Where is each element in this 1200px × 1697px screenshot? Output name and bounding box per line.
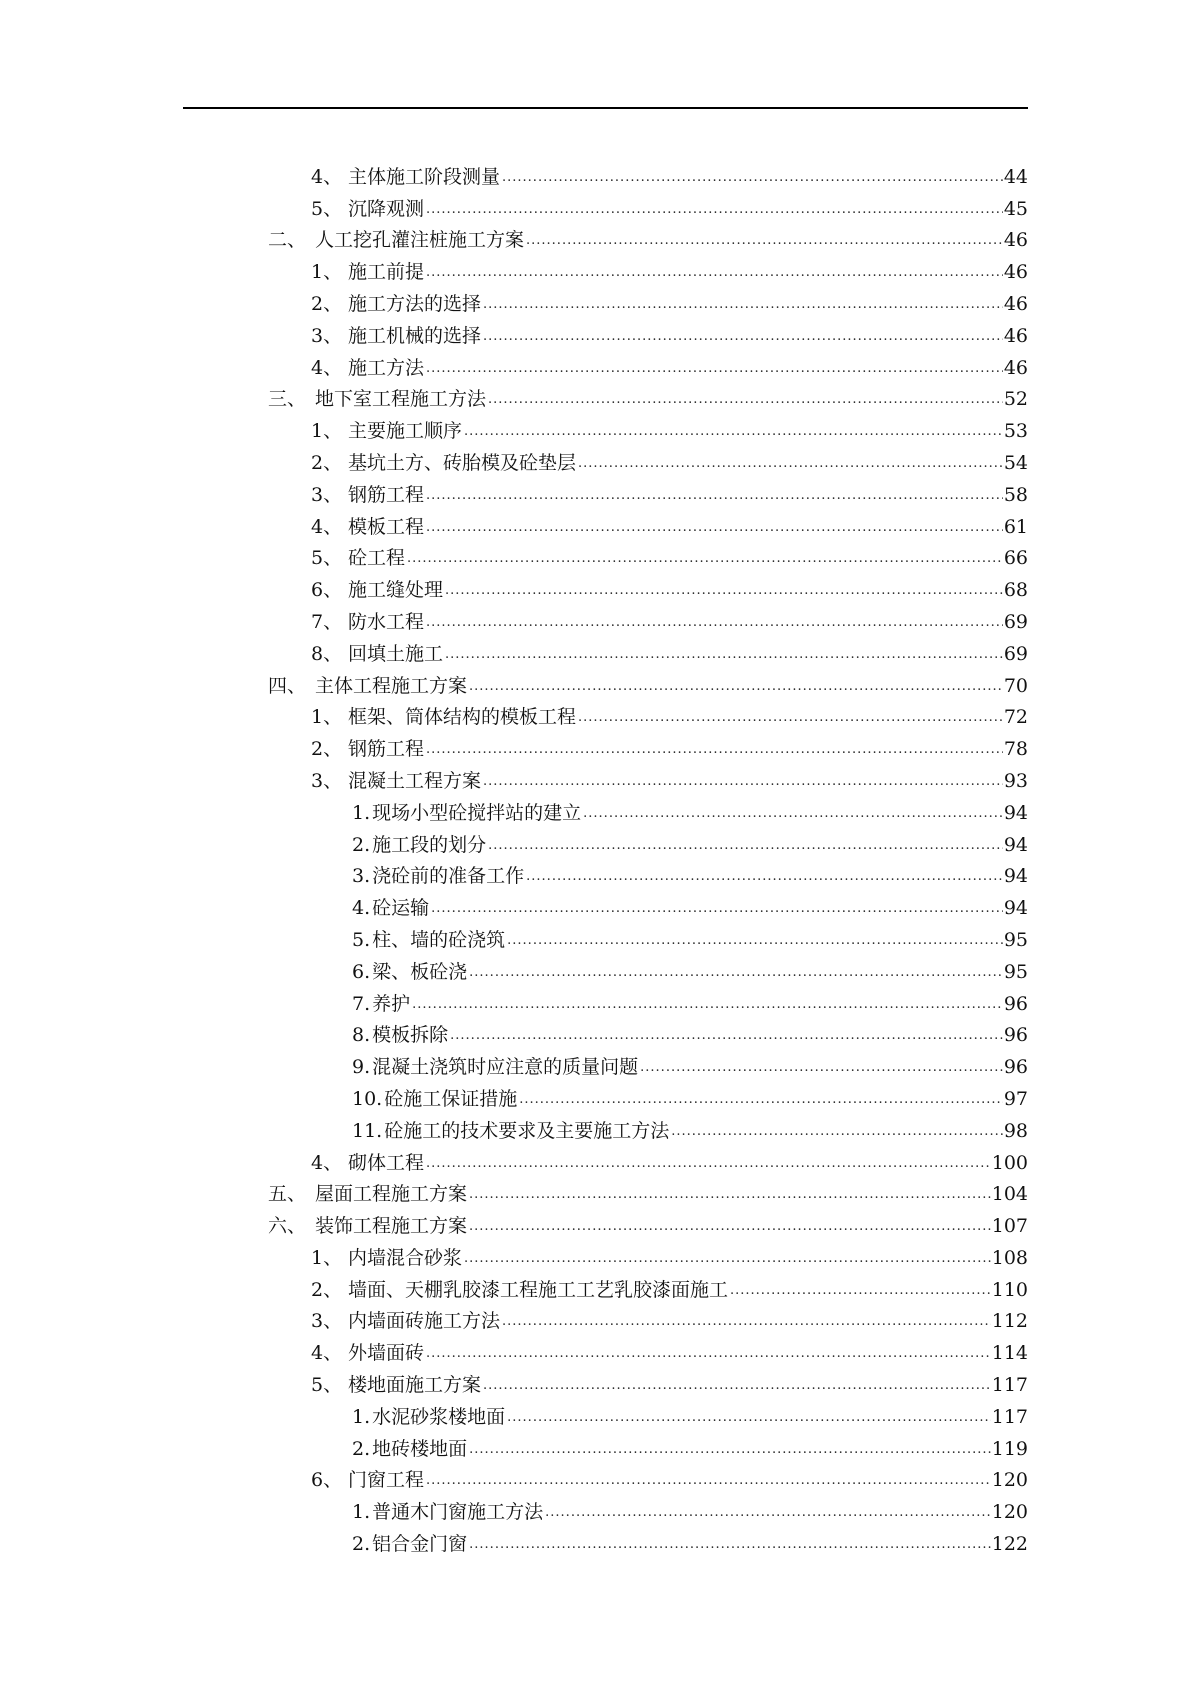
toc-entry-title: 门窗工程 xyxy=(348,1469,425,1492)
toc-entry-title: 防水工程 xyxy=(348,610,425,633)
dot-leader xyxy=(426,265,1003,281)
toc-entry-page-number: 122 xyxy=(991,1533,1028,1556)
toc-entry xyxy=(0,1428,1200,1460)
dot-leader xyxy=(507,933,1003,949)
toc-entry-title: 沉降观测 xyxy=(348,197,425,220)
toc-entry-page-number: 52 xyxy=(1003,388,1028,411)
toc-entry-title: 人工挖孔灌注桩施工方案 xyxy=(315,229,525,252)
toc-entry xyxy=(0,633,1200,665)
toc-entry-title: 钢筋工程 xyxy=(348,738,425,761)
toc-entry-title: 主体施工阶段测量 xyxy=(348,165,501,188)
toc-entry xyxy=(0,347,1200,379)
table-of-contents xyxy=(0,156,1200,1555)
toc-entry-title: 主要施工顺序 xyxy=(348,420,463,443)
toc-entry-number: 1、 xyxy=(311,1246,343,1269)
toc-entry-title: 砼工程 xyxy=(348,547,406,570)
toc-entry-title: 施工前提 xyxy=(348,261,425,284)
dot-leader xyxy=(426,1156,991,1172)
dot-leader xyxy=(488,392,1003,408)
toc-entry xyxy=(0,697,1200,729)
toc-entry-number: 1. xyxy=(352,801,371,824)
toc-entry-title: 框架、筒体结构的模板工程 xyxy=(348,706,577,729)
toc-entry-title: 钢筋工程 xyxy=(348,483,425,506)
toc-entry-page-number: 58 xyxy=(1003,483,1028,506)
dot-leader xyxy=(445,583,1003,599)
toc-entry xyxy=(0,1237,1200,1269)
dot-leader xyxy=(640,1060,1003,1076)
toc-entry xyxy=(0,251,1200,283)
toc-entry-page-number: 46 xyxy=(1003,324,1028,347)
dot-leader xyxy=(483,329,1003,345)
toc-entry-title: 混凝土浇筑时应注意的质量问题 xyxy=(372,1056,639,1079)
toc-entry-number: 4. xyxy=(352,897,371,920)
toc-entry-page-number: 96 xyxy=(1003,1024,1028,1047)
dot-leader xyxy=(426,1473,991,1489)
toc-entry-number: 5、 xyxy=(311,197,343,220)
toc-entry-page-number: 46 xyxy=(1003,261,1028,284)
toc-entry-title: 屋面工程施工方案 xyxy=(315,1183,468,1206)
dot-leader xyxy=(469,1219,991,1235)
toc-entry-page-number: 46 xyxy=(1003,229,1028,252)
dot-leader xyxy=(464,424,1003,440)
toc-entry-title: 施工方法的选择 xyxy=(348,292,482,315)
toc-entry xyxy=(0,538,1200,570)
toc-entry-number: 3. xyxy=(352,865,371,888)
toc-entry-number: 7、 xyxy=(311,610,343,633)
toc-entry-number: 2、 xyxy=(311,738,343,761)
toc-entry-number: 3、 xyxy=(311,324,343,347)
toc-entry-number: 8. xyxy=(352,1024,371,1047)
toc-entry-number: 5、 xyxy=(311,1374,343,1397)
dot-leader xyxy=(426,520,1003,536)
toc-entry-title: 基坑土方、砖胎模及砼垫层 xyxy=(348,451,577,474)
toc-entry-title: 外墙面砖 xyxy=(348,1342,425,1365)
dot-leader xyxy=(426,615,1003,631)
toc-entry-page-number: 94 xyxy=(1003,833,1028,856)
dot-leader xyxy=(431,901,1003,917)
toc-entry-title: 内墙面砖施工方法 xyxy=(348,1310,501,1333)
toc-entry-title: 养护 xyxy=(372,992,411,1015)
toc-entry-page-number: 69 xyxy=(1003,642,1028,665)
toc-entry xyxy=(0,887,1200,919)
dot-leader xyxy=(578,456,1003,472)
toc-entry-number: 4、 xyxy=(311,515,343,538)
toc-entry-page-number: 94 xyxy=(1003,865,1028,888)
toc-entry-number: 1、 xyxy=(311,261,343,284)
toc-entry-page-number: 54 xyxy=(1003,451,1028,474)
toc-entry-page-number: 95 xyxy=(1003,928,1028,951)
toc-entry-number: 四、 xyxy=(268,674,307,697)
toc-entry-number: 5. xyxy=(352,928,371,951)
dot-leader xyxy=(469,1187,991,1203)
toc-entry-number: 3、 xyxy=(311,1310,343,1333)
dot-leader xyxy=(519,1092,1003,1108)
toc-entry xyxy=(0,1491,1200,1523)
toc-entry-page-number: 96 xyxy=(1003,992,1028,1015)
toc-entry-number: 2、 xyxy=(311,1278,343,1301)
toc-entry xyxy=(0,1523,1200,1555)
toc-entry xyxy=(0,601,1200,633)
toc-entry-page-number: 72 xyxy=(1003,706,1028,729)
toc-entry-number: 9. xyxy=(352,1056,371,1079)
toc-entry-page-number: 119 xyxy=(991,1437,1028,1460)
dot-leader xyxy=(464,1251,991,1267)
toc-entry-number: 4、 xyxy=(311,1342,343,1365)
toc-entry xyxy=(0,569,1200,601)
toc-entry-number: 1、 xyxy=(311,706,343,729)
toc-entry-page-number: 117 xyxy=(991,1405,1028,1428)
toc-entry-page-number: 44 xyxy=(1003,165,1028,188)
toc-entry-number: 三、 xyxy=(268,388,307,411)
toc-entry-number: 10. xyxy=(352,1087,383,1110)
toc-entry xyxy=(0,856,1200,888)
toc-entry-title: 砌体工程 xyxy=(348,1151,425,1174)
toc-entry xyxy=(0,760,1200,792)
toc-entry-page-number: 61 xyxy=(1003,515,1028,538)
dot-leader xyxy=(671,1124,1003,1140)
toc-entry-number: 6、 xyxy=(311,1469,343,1492)
toc-entry-page-number: 94 xyxy=(1003,801,1028,824)
toc-entry-title: 墙面、天棚乳胶漆工程施工工艺乳胶漆面施工 xyxy=(348,1278,729,1301)
dot-leader xyxy=(426,1346,991,1362)
toc-entry-page-number: 45 xyxy=(1003,197,1028,220)
toc-entry-title: 水泥砂浆楼地面 xyxy=(372,1405,506,1428)
toc-entry xyxy=(0,1332,1200,1364)
toc-entry-number: 2. xyxy=(352,1533,371,1556)
dot-leader xyxy=(469,965,1003,981)
toc-entry-number: 7. xyxy=(352,992,371,1015)
dot-leader xyxy=(412,997,1003,1013)
toc-entry-page-number: 120 xyxy=(991,1501,1028,1524)
toc-entry-page-number: 110 xyxy=(991,1278,1028,1301)
toc-entry-number: 4、 xyxy=(311,356,343,379)
toc-entry xyxy=(0,315,1200,347)
toc-entry-title: 铝合金门窗 xyxy=(372,1533,468,1556)
dot-leader xyxy=(483,297,1003,313)
toc-entry-title: 梁、板砼浇 xyxy=(372,960,468,983)
toc-entry-page-number: 97 xyxy=(1003,1087,1028,1110)
toc-entry-title: 主体工程施工方案 xyxy=(315,674,468,697)
toc-entry-number: 五、 xyxy=(268,1183,307,1206)
toc-entry-title: 施工段的划分 xyxy=(372,833,487,856)
toc-entry xyxy=(0,156,1200,188)
toc-entry-number: 5、 xyxy=(311,547,343,570)
toc-entry-number: 2、 xyxy=(311,292,343,315)
toc-entry xyxy=(0,1205,1200,1237)
toc-entry xyxy=(0,951,1200,983)
toc-entry xyxy=(0,1460,1200,1492)
toc-entry xyxy=(0,983,1200,1015)
toc-entry xyxy=(0,220,1200,252)
toc-entry-number: 4、 xyxy=(311,165,343,188)
toc-entry xyxy=(0,728,1200,760)
toc-entry-page-number: 46 xyxy=(1003,356,1028,379)
toc-entry xyxy=(0,1301,1200,1333)
toc-entry xyxy=(0,1078,1200,1110)
toc-entry xyxy=(0,919,1200,951)
toc-entry-title: 内墙混合砂浆 xyxy=(348,1246,463,1269)
toc-entry-number: 4、 xyxy=(311,1151,343,1174)
toc-entry-title: 砼运输 xyxy=(372,897,430,920)
toc-entry xyxy=(0,410,1200,442)
toc-entry xyxy=(0,379,1200,411)
dot-leader xyxy=(407,551,1003,567)
toc-entry-number: 1. xyxy=(352,1405,371,1428)
toc-entry-number: 3、 xyxy=(311,769,343,792)
toc-entry-page-number: 69 xyxy=(1003,610,1028,633)
toc-entry xyxy=(0,283,1200,315)
toc-entry xyxy=(0,1015,1200,1047)
toc-entry-number: 1、 xyxy=(311,420,343,443)
dot-leader xyxy=(445,647,1003,663)
toc-entry-page-number: 107 xyxy=(991,1215,1028,1238)
dot-leader xyxy=(545,1505,991,1521)
toc-entry-title: 模板工程 xyxy=(348,515,425,538)
toc-entry-number: 6. xyxy=(352,960,371,983)
toc-entry xyxy=(0,474,1200,506)
dot-leader xyxy=(483,1378,991,1394)
toc-entry-title: 浇砼前的准备工作 xyxy=(372,865,525,888)
dot-leader xyxy=(730,1283,991,1299)
dot-leader xyxy=(426,361,1003,377)
toc-entry-title: 地下室工程施工方法 xyxy=(315,388,487,411)
toc-entry-page-number: 114 xyxy=(991,1342,1028,1365)
toc-entry xyxy=(0,1396,1200,1428)
toc-entry-page-number: 100 xyxy=(991,1151,1028,1174)
toc-entry-page-number: 46 xyxy=(1003,292,1028,315)
toc-entry xyxy=(0,506,1200,538)
toc-entry-page-number: 95 xyxy=(1003,960,1028,983)
toc-entry-page-number: 98 xyxy=(1003,1119,1028,1142)
dot-leader xyxy=(469,1537,991,1553)
dot-leader xyxy=(483,774,1003,790)
toc-entry-title: 普通木门窗施工方法 xyxy=(372,1501,544,1524)
toc-entry-title: 施工缝处理 xyxy=(348,579,444,602)
toc-entry-title: 回填土施工 xyxy=(348,642,444,665)
toc-entry xyxy=(0,824,1200,856)
toc-entry-title: 施工方法 xyxy=(348,356,425,379)
toc-entry-number: 2、 xyxy=(311,451,343,474)
toc-entry xyxy=(0,792,1200,824)
toc-entry-page-number: 120 xyxy=(991,1469,1028,1492)
toc-entry-number: 3、 xyxy=(311,483,343,506)
toc-entry-page-number: 93 xyxy=(1003,769,1028,792)
toc-entry-page-number: 96 xyxy=(1003,1056,1028,1079)
toc-entry-number: 1. xyxy=(352,1501,371,1524)
toc-entry-page-number: 94 xyxy=(1003,897,1028,920)
toc-entry-title: 地砖楼地面 xyxy=(372,1437,468,1460)
toc-entry xyxy=(0,188,1200,220)
toc-entry-page-number: 66 xyxy=(1003,547,1028,570)
toc-entry-number: 11. xyxy=(352,1119,383,1142)
toc-entry xyxy=(0,665,1200,697)
toc-entry xyxy=(0,1110,1200,1142)
toc-entry-number: 六、 xyxy=(268,1215,307,1238)
toc-entry-page-number: 78 xyxy=(1003,738,1028,761)
dot-leader xyxy=(469,1442,991,1458)
dot-leader xyxy=(426,742,1003,758)
toc-entry-title: 砼施工保证措施 xyxy=(384,1087,518,1110)
toc-entry-page-number: 108 xyxy=(991,1246,1028,1269)
toc-entry-number: 2. xyxy=(352,833,371,856)
toc-entry xyxy=(0,442,1200,474)
toc-entry xyxy=(0,1142,1200,1174)
toc-entry-page-number: 104 xyxy=(991,1183,1028,1206)
toc-entry-title: 装饰工程施工方案 xyxy=(315,1215,468,1238)
toc-entry-page-number: 53 xyxy=(1003,420,1028,443)
toc-entry-page-number: 117 xyxy=(991,1374,1028,1397)
dot-leader xyxy=(578,710,1003,726)
toc-entry xyxy=(0,1174,1200,1206)
toc-entry-title: 现场小型砼搅拌站的建立 xyxy=(372,801,582,824)
dot-leader xyxy=(426,488,1003,504)
toc-entry-number: 二、 xyxy=(268,229,307,252)
toc-entry-title: 模板拆除 xyxy=(372,1024,449,1047)
toc-entry-number: 8、 xyxy=(311,642,343,665)
dot-leader xyxy=(502,1314,991,1330)
toc-entry-page-number: 70 xyxy=(1003,674,1028,697)
toc-entry-title: 施工机械的选择 xyxy=(348,324,482,347)
dot-leader xyxy=(583,806,1003,822)
toc-entry-page-number: 68 xyxy=(1003,579,1028,602)
toc-entry-number: 2. xyxy=(352,1437,371,1460)
dot-leader xyxy=(469,679,1003,695)
dot-leader xyxy=(526,233,1003,249)
toc-entry-page-number: 112 xyxy=(991,1310,1028,1333)
dot-leader xyxy=(502,170,1003,186)
dot-leader xyxy=(488,838,1003,854)
toc-entry xyxy=(0,1046,1200,1078)
toc-entry-title: 柱、墙的砼浇筑 xyxy=(372,928,506,951)
header-rule xyxy=(183,107,1028,109)
toc-entry-title: 楼地面施工方案 xyxy=(348,1374,482,1397)
toc-entry-title: 混凝土工程方案 xyxy=(348,769,482,792)
dot-leader xyxy=(507,1410,991,1426)
toc-entry xyxy=(0,1364,1200,1396)
toc-entry-title: 砼施工的技术要求及主要施工方法 xyxy=(384,1119,670,1142)
dot-leader xyxy=(526,869,1003,885)
toc-entry-number: 6、 xyxy=(311,579,343,602)
dot-leader xyxy=(450,1028,1003,1044)
toc-entry xyxy=(0,1269,1200,1301)
dot-leader xyxy=(426,202,1003,218)
